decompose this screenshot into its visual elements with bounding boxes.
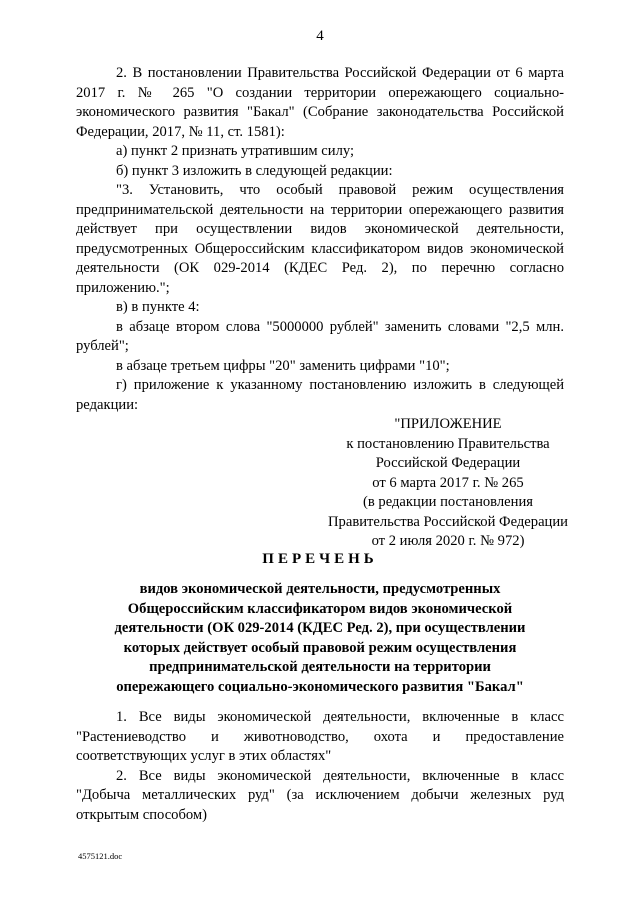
appendix-line: Правительства Российской Федерации	[328, 513, 568, 530]
list-item: 2. Все виды экономической деятельности, включенные в класс "Добыча металлических руд" (за исключением добычи железных руд открытым способом)	[76, 767, 564, 823]
appendix-line: от 6 марта 2017 г. № 265	[372, 474, 524, 491]
appendix-line: от 2 июля 2020 г. № 972)	[371, 533, 525, 549]
appendix-line: (в редакции постановления	[363, 494, 533, 510]
appendix-title: "ПРИЛОЖЕНИЕ	[394, 416, 502, 432]
page-number: 4	[316, 28, 324, 44]
paragraph-item-a: а) пункт 2 признать утратившим силу;	[116, 143, 355, 159]
amendment-text	[76, 64, 564, 415]
paragraph-item-g: г) приложение к указанному постановлению изложить в следующей редакции:	[76, 377, 564, 413]
appendix-line: Российской Федерации	[375, 455, 521, 471]
list-heading: ПЕРЕЧЕНЬ	[262, 551, 378, 567]
list-item: 1. Все виды экономической деятельности, включенные в класс "Растениеводство и животноводство, охота и предоставление соответствующих услуг в этих областях"	[76, 709, 564, 764]
paragraph-point-3-text: "3. Установить, что особый правовой режим осуществления предпринимательской деятельности на территории опережающего развития действует при осуществлении видов экономической деятельности, предусмотренных Общероссийским классификатором видов экономической деятельности (ОК 029-2014 (КДЕС Ред. 2), по перечню согласно приложению.";	[76, 182, 564, 296]
appendix-line: к постановлению Правительства	[346, 435, 550, 452]
document-code: 4575121.doc	[78, 851, 123, 861]
paragraph-item-b: б) пункт 3 изложить в следующей редакции:	[116, 162, 393, 179]
paragraph-abzats-2: в абзаце втором слова "5000000 рублей" заменить словами "2,5 млн. рублей";	[76, 318, 564, 354]
paragraph-item-v: в) в пункте 4:	[116, 299, 200, 315]
paragraph-abzats-3: в абзаце третьем цифры "20" заменить цифрами "10";	[116, 357, 450, 374]
activity-list	[76, 708, 564, 825]
paragraph-decree-reference: 2. В постановлении Правительства Российской Федерации от 6 марта 2017 г. № 265 "О создании территории опережающего социально-экономического развития "Бакал" (Собрание законодательства Российской Федерации, 2017, № 11, ст. 1581):	[76, 65, 564, 140]
list-subheading: видов экономической деятельности, предусмотренных Общероссийским классификатором видов экономической деятельности (ОК 029-2014 (КДЕС Ред. 2), при осуществлении которых действует особый правовой режим осуществления предпринимательской деятельности на территории опережающего социально-экономического развития "Бакал"	[114, 581, 526, 695]
appendix-header	[320, 415, 576, 552]
